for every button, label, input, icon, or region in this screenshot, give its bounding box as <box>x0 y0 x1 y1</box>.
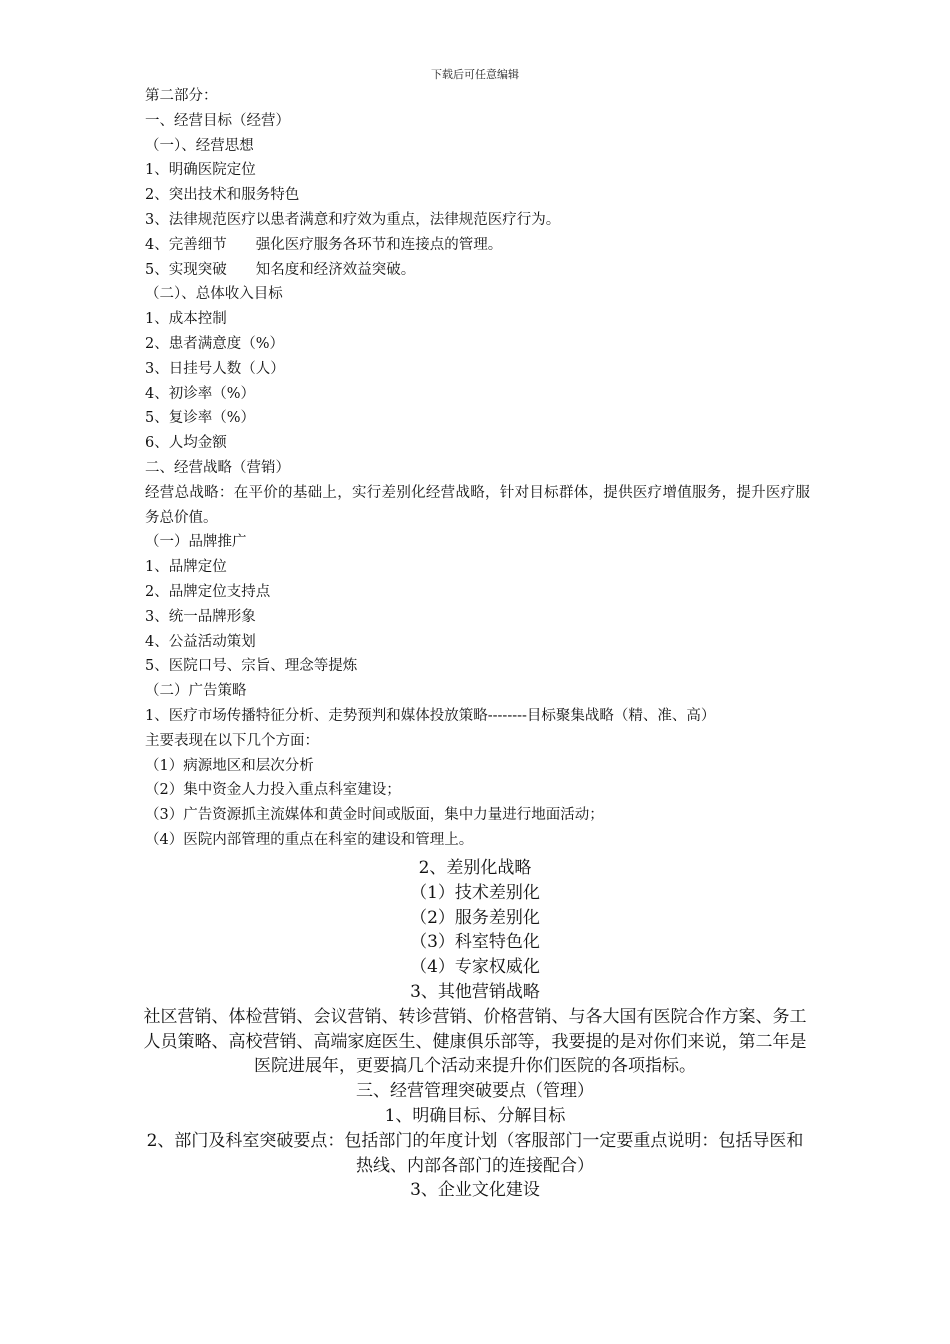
list-item: 3、法律规范医疗以患者满意和疗效为重点，法律规范医疗行为。 <box>145 211 561 228</box>
strategy-paragraph: 经营总战略：在平价的基础上，实行差别化经营战略，针对目标群体，提供医疗增值服务，提升医疗服务总价值。 <box>145 484 810 526</box>
list-item: （4）医院内部管理的重点在科室的建设和管理上。 <box>145 831 474 848</box>
heading-business-goals: 一、经营目标（经营） <box>145 112 290 129</box>
list-item: （3）广告资源抓主流媒体和黄金时间或版面，集中力量进行地面活动； <box>145 807 604 824</box>
list-item: 2、患者满意度（%） <box>145 335 285 352</box>
outline-section-2 <box>140 856 810 1203</box>
page-header: 下载后可任意编辑 <box>431 68 519 81</box>
list-item: （1）技术差别化 <box>410 882 540 903</box>
list-item: 1、明确医院定位 <box>145 162 256 179</box>
list-item: 6、人均金额 <box>145 435 227 452</box>
list-item: 1、成本控制 <box>145 311 227 328</box>
list-item: （3）科室特色化 <box>410 932 540 953</box>
list-item: （4）专家权威化 <box>410 957 540 978</box>
list-item: 3、统一品牌形象 <box>145 608 256 625</box>
list-item: 5、复诊率（%） <box>145 410 256 427</box>
list-item: （1）病源地区和层次分析 <box>145 757 314 774</box>
heading-management: 三、经营管理突破要点（管理） <box>356 1081 594 1102</box>
subheading-income-goals: （二）、总体收入目标 <box>145 286 283 303</box>
list-item: 4、初诊率（%） <box>145 385 256 402</box>
list-item: 4、完善细节 强化医疗服务各环节和连接点的管理。 <box>145 236 503 253</box>
list-item: 2、突出技术和服务特色 <box>145 187 300 204</box>
list-item: 2、品牌定位支持点 <box>145 583 271 600</box>
list-item: （2）服务差别化 <box>410 907 540 928</box>
list-item: 4、公益活动策划 <box>145 633 256 650</box>
list-item: 1、明确目标、分解目标 <box>384 1105 566 1126</box>
list-item: 1、品牌定位 <box>145 559 227 576</box>
heading-differentiation: 2、差别化战略 <box>418 858 532 878</box>
list-item: 5、实现突破 知名度和经济效益突破。 <box>145 261 416 278</box>
list-item: 1、医疗市场传播特征分析、走势预判和媒体投放策略--------目标聚集战略（精、准、高） <box>145 707 716 724</box>
list-intro: 主要表现在以下几个方面： <box>145 732 319 749</box>
heading-other-marketing: 3、其他营销战略 <box>410 981 540 1002</box>
subheading-business-philosophy: （一）、经营思想 <box>145 137 254 154</box>
list-item: 3、日挂号人数（人） <box>145 360 285 377</box>
list-item: 5、医院口号、宗旨、理念等提炼 <box>145 658 358 675</box>
subheading-ad-strategy: （二）广告策略 <box>145 683 247 700</box>
department-paragraph: 2、部门及科室突破要点：包括部门的年度计划（客服部门一定要重点说明：包括导医和热线、内部各部门的连接配合） <box>146 1130 804 1176</box>
list-item: 3、企业文化建设 <box>410 1180 540 1201</box>
heading-business-strategy: 二、经营战略（营销） <box>145 459 290 476</box>
marketing-paragraph: 社区营销、体检营销、会议营销、转诊营销、价格营销、与各大国有医院合作方案、务工人员策略、高校营销、高端家庭医生、健康俱乐部等，我要提的是对你们来说，第二年是医院进展年，更要搞几个活动来提升你们医院的各项指标。 <box>143 1006 807 1077</box>
outline-section-1 <box>145 84 810 853</box>
list-item: （2）集中资金人力投入重点科室建设； <box>145 782 401 799</box>
section-heading: 第二部分： <box>145 88 218 104</box>
subheading-brand-promotion: （一）品牌推广 <box>145 534 247 551</box>
